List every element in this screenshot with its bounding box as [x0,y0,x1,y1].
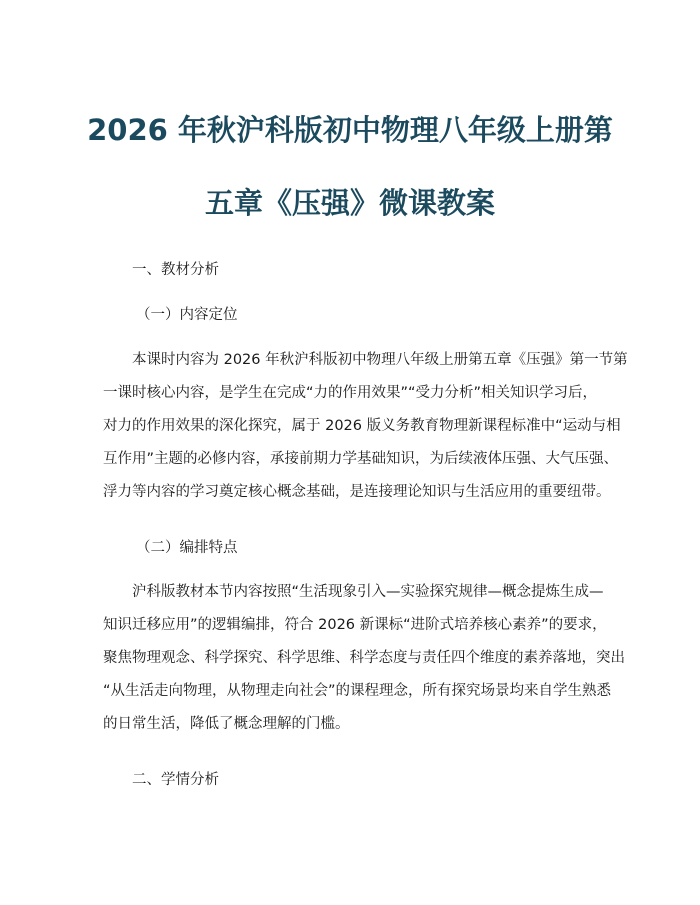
paragraph-line: “从生活走向物理，从物理走向社会”的课程理念，所有探究场景均来自学生熟悉 [103,683,612,699]
paragraph-line: 一课时核心内容，是学生在完成“力的作用效果”“受力分析”相关知识学习后， [103,385,598,401]
paragraph-line: 沪科版教材本节内容按照“生活现象引入—实验探究规律—概念提炼生成— [132,584,604,600]
paragraph-line: 本课时内容为 2026 年秋沪科版初中物理八年级上册第五章《压强》第一节第 [132,352,628,368]
paragraph-content-positioning [103,344,628,509]
document-title-line-2: 五章《压强》微课教案 [204,186,495,220]
paragraph-line: 知识迁移应用”的逻辑编排，符合 2026 新课标“进阶式培养核心素养”的要求， [103,617,607,633]
subsection-heading-content-positioning: （一）内容定位 [136,307,238,323]
section-heading-learner-analysis: 二、学情分析 [132,772,219,788]
paragraph-line: 浮力等内容的学习奠定核心概念基础，是连接理论知识与生活应用的重要纽带。 [103,484,611,500]
document-title-line-1: 2026 年秋沪科版初中物理八年级上册第 [87,113,613,147]
section-heading-textbook-analysis: 一、教材分析 [132,262,219,278]
paragraph-layout-features [103,576,625,741]
paragraph-line: 互作用”主题的必修内容，承接前期力学基础知识，为后续液体压强、大气压强、 [103,451,619,467]
subsection-heading-layout-features: （二）编排特点 [136,540,238,556]
paragraph-line: 聚焦物理观念、科学探究、科学思维、科学态度与责任四个维度的素养落地，突出 [103,650,625,666]
paragraph-line: 对力的作用效果的深化探究，属于 2026 版义务教育物理新课程标准中“运动与相 [103,418,621,434]
paragraph-line: 的日常生活，降低了概念理解的门槛。 [103,716,350,732]
